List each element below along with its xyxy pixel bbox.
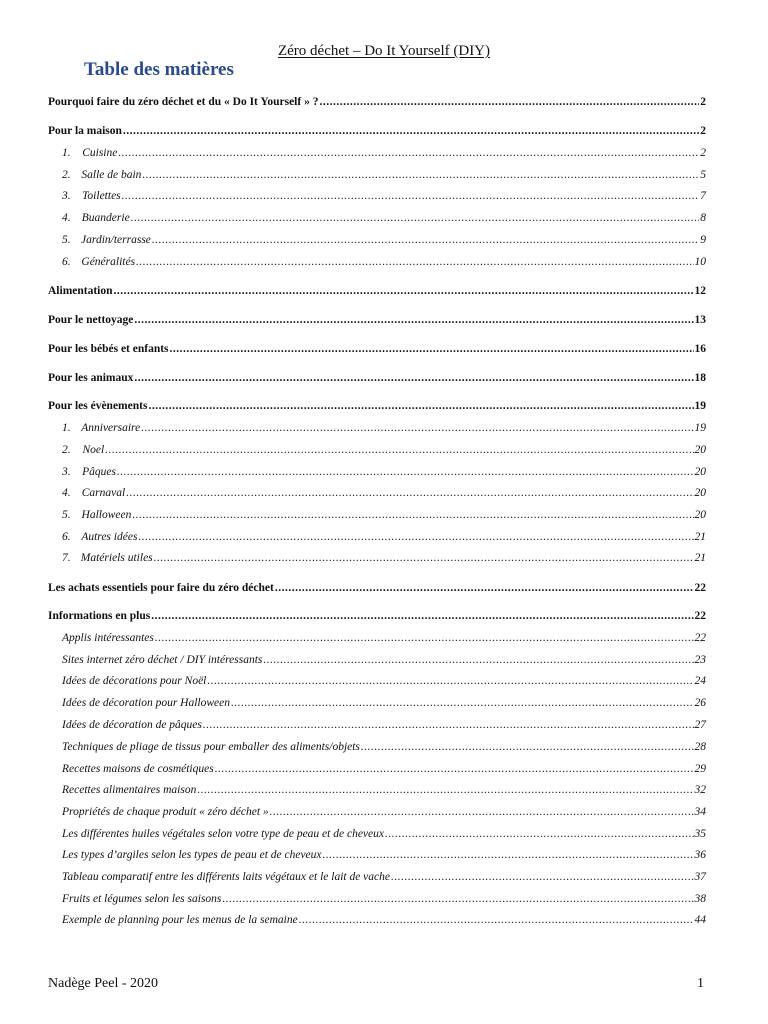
toc-entry[interactable] xyxy=(62,761,706,777)
toc-entry-number: 4. xyxy=(62,212,71,224)
toc-entry-label: Buanderie xyxy=(81,212,130,224)
toc-entry-label: Matériels utiles xyxy=(80,552,153,564)
toc-entry-number: 1. xyxy=(62,422,71,434)
toc-entry-page: 2 xyxy=(700,125,706,137)
toc-dot-leader xyxy=(152,232,699,248)
toc-entry[interactable] xyxy=(48,94,706,110)
toc-entry-number: 7. xyxy=(62,552,71,564)
toc-entry-label: Les types d’argiles selon les types de peau et de cheveux xyxy=(62,849,322,861)
toc-entry[interactable] xyxy=(62,847,706,863)
toc-entry[interactable] xyxy=(62,782,706,798)
toc-entry-label: Pour les bébés et enfants xyxy=(48,343,169,355)
toc-dot-leader xyxy=(141,420,693,436)
toc-dot-leader xyxy=(222,891,693,907)
toc-entry-label: Sites internet zéro déchet / DIY intéressants xyxy=(62,654,263,666)
toc-entry-page: 29 xyxy=(694,763,706,775)
toc-entry-page: 28 xyxy=(694,741,706,753)
toc-dot-leader xyxy=(263,652,693,668)
toc-entry-page: 2 xyxy=(700,96,706,108)
toc-entry-label: Pourquoi faire du zéro déchet et du « Do It Yourself » ? xyxy=(48,96,319,108)
toc-dot-leader xyxy=(215,761,694,777)
document-title: Zéro déchet – Do It Yourself (DIY) xyxy=(277,43,491,59)
toc-entry-page: 5 xyxy=(700,169,706,181)
toc-dot-leader xyxy=(323,847,694,863)
toc-dot-leader xyxy=(154,550,694,566)
toc-entry[interactable] xyxy=(62,673,706,689)
toc-dot-leader xyxy=(197,782,693,798)
toc-entry[interactable] xyxy=(62,188,706,204)
toc-entry-label: Jardin/terrasse xyxy=(81,234,151,246)
toc-entry-page: 44 xyxy=(694,914,706,926)
toc-entry-page: 27 xyxy=(694,719,706,731)
toc-dot-leader xyxy=(134,370,693,386)
toc-dot-leader xyxy=(275,580,694,596)
toc-dot-leader xyxy=(170,341,694,357)
toc-dot-leader xyxy=(132,507,693,523)
toc-entry-number: 2. xyxy=(62,444,71,456)
toc-dot-leader xyxy=(131,210,700,226)
toc-entry[interactable] xyxy=(62,464,706,480)
toc-entry-label: Applis intéressantes xyxy=(62,632,154,644)
toc-entry-page: 20 xyxy=(694,487,706,499)
toc-entry-page: 26 xyxy=(694,697,706,709)
toc-entry-page: 9 xyxy=(700,234,706,246)
toc-entry-label: Anniversaire xyxy=(81,422,141,434)
toc-entry[interactable] xyxy=(48,608,706,624)
toc-entry[interactable] xyxy=(62,826,706,842)
toc-entry-page: 37 xyxy=(694,871,706,883)
toc-entry[interactable] xyxy=(62,891,706,907)
toc-entry-label: Noel xyxy=(82,444,105,456)
toc-entry-label: Les différentes huiles végétales selon votre type de peau et de cheveux xyxy=(62,828,384,840)
toc-dot-leader xyxy=(122,188,700,204)
toc-entry-label: Pour les évènements xyxy=(48,400,148,412)
toc-entry-label: Autres idées xyxy=(81,531,138,543)
toc-dot-leader xyxy=(270,804,694,820)
toc-entry[interactable] xyxy=(62,167,706,183)
toc-entry-label: Idées de décorations pour Noël xyxy=(62,675,207,687)
toc-entry-number: 5. xyxy=(62,234,71,246)
toc-entry-page: 38 xyxy=(694,893,706,905)
toc-entry-number: 6. xyxy=(62,256,71,268)
toc-dot-leader xyxy=(117,464,694,480)
toc-entry-label: Recettes maisons de cosmétiques xyxy=(62,763,214,775)
toc-entry[interactable] xyxy=(48,398,706,414)
toc-entry-page: 13 xyxy=(694,314,706,326)
toc-entry-number: 3. xyxy=(62,466,71,478)
toc-entry-label: Pour le nettoyage xyxy=(48,314,134,326)
toc-entry-page: 22 xyxy=(694,610,706,622)
toc-entry-number: 6. xyxy=(62,531,71,543)
toc-entry-page: 32 xyxy=(694,784,706,796)
toc-dot-leader xyxy=(299,912,694,928)
toc-entry[interactable] xyxy=(48,341,706,357)
toc-entry[interactable] xyxy=(62,550,706,566)
toc-entry-number: 1. xyxy=(62,147,71,159)
toc-entry-label: Fruits et légumes selon les saisons xyxy=(62,893,222,905)
toc-dot-leader xyxy=(148,398,693,414)
toc-entry-page: 21 xyxy=(694,531,706,543)
toc-dot-leader xyxy=(203,717,694,733)
toc-entry-page: 34 xyxy=(694,806,706,818)
toc-dot-leader xyxy=(105,442,693,458)
toc-entry[interactable] xyxy=(62,739,706,755)
toc-dot-leader xyxy=(118,145,699,161)
toc-entry-label: Informations en plus xyxy=(48,610,151,622)
toc-entry-label: Recettes alimentaires maison xyxy=(62,784,197,796)
toc-entry[interactable] xyxy=(62,529,706,545)
toc-entry[interactable] xyxy=(62,912,706,928)
toc-dot-leader xyxy=(136,254,693,270)
toc-entry[interactable] xyxy=(62,630,706,646)
toc-dot-leader xyxy=(385,826,694,842)
toc-entry-page: 21 xyxy=(694,552,706,564)
toc-entry-number: 5. xyxy=(62,509,71,521)
toc-dot-leader xyxy=(151,608,693,624)
toc-entry[interactable] xyxy=(62,507,706,523)
toc-dot-leader xyxy=(123,123,699,139)
toc-entry-label: Idées de décoration pour Halloween xyxy=(62,697,230,709)
toc-entry-page: 36 xyxy=(694,849,706,861)
toc-heading: Table des matières xyxy=(84,59,234,80)
toc-entry-label: Cuisine xyxy=(82,147,118,159)
toc-entry-label: Les achats essentiels pour faire du zéro déchet xyxy=(48,582,274,594)
toc-entry[interactable] xyxy=(62,232,706,248)
toc-entry-page: 8 xyxy=(700,212,706,224)
toc-entry-page: 23 xyxy=(694,654,706,666)
toc-entry[interactable] xyxy=(62,210,706,226)
toc-entry-label: Carnaval xyxy=(81,487,126,499)
toc-entry-label: Halloween xyxy=(81,509,132,521)
toc-entry-page: 2 xyxy=(700,147,706,159)
toc-entry[interactable] xyxy=(62,652,706,668)
toc-entry-label: Exemple de planning pour les menus de la semaine xyxy=(62,914,298,926)
toc-entry-label: Toilettes xyxy=(82,190,121,202)
toc-entry-page: 19 xyxy=(694,422,706,434)
toc-entry-page: 16 xyxy=(694,343,706,355)
toc-dot-leader xyxy=(126,485,693,501)
toc-entry-label: Pâques xyxy=(82,466,116,478)
toc-dot-leader xyxy=(361,739,694,755)
toc-entry-page: 19 xyxy=(694,400,706,412)
toc-dot-leader xyxy=(207,673,693,689)
toc-entry[interactable] xyxy=(48,580,706,596)
toc-entry[interactable] xyxy=(48,312,706,328)
toc-entry-page: 10 xyxy=(694,256,706,268)
toc-entry-page: 7 xyxy=(700,190,706,202)
toc-entry-label: Alimentation xyxy=(48,285,113,297)
toc-entry[interactable] xyxy=(62,804,706,820)
toc-entry[interactable] xyxy=(62,485,706,501)
toc-entry-page: 20 xyxy=(694,509,706,521)
toc-entry-label: Généralités xyxy=(81,256,136,268)
toc-entry-page: 35 xyxy=(694,828,706,840)
toc-entry[interactable] xyxy=(62,145,706,161)
toc-entry-page: 22 xyxy=(694,582,706,594)
toc-entry[interactable] xyxy=(62,420,706,436)
footer-author: Nadège Peel - 2020 xyxy=(48,976,159,991)
toc-entry[interactable] xyxy=(48,123,706,139)
toc-entry[interactable] xyxy=(62,695,706,711)
toc-dot-leader xyxy=(142,167,699,183)
toc-dot-leader xyxy=(391,869,694,885)
toc-dot-leader xyxy=(231,695,694,711)
toc-entry-page: 20 xyxy=(694,444,706,456)
toc-entry[interactable] xyxy=(48,370,706,386)
toc-entry-label: Pour la maison xyxy=(48,125,122,137)
toc-entry[interactable] xyxy=(62,442,706,458)
toc-entry-label: Propriétés de chaque produit « zéro déchet » xyxy=(62,806,269,818)
toc-dot-leader xyxy=(319,94,699,110)
toc-entry-label: Pour les animaux xyxy=(48,372,134,384)
footer-page-number: 1 xyxy=(697,976,704,991)
toc-entry-page: 18 xyxy=(694,372,706,384)
toc-entry-label: Salle de bain xyxy=(81,169,142,181)
toc-dot-leader xyxy=(114,283,694,299)
toc-entry[interactable] xyxy=(62,254,706,270)
toc-entry-label: Techniques de pliage de tissus pour emballer des aliments/objets xyxy=(62,741,360,753)
toc-entry[interactable] xyxy=(62,717,706,733)
toc-entry-number: 2. xyxy=(62,169,71,181)
toc-entry[interactable] xyxy=(62,869,706,885)
toc-entry-label: Tableau comparatif entre les différents laits végétaux et le lait de vache xyxy=(62,871,390,883)
toc-dot-leader xyxy=(138,529,693,545)
toc-entry-page: 12 xyxy=(694,285,706,297)
toc-entry-page: 20 xyxy=(694,466,706,478)
toc-entry[interactable] xyxy=(48,283,706,299)
toc-entry-number: 4. xyxy=(62,487,71,499)
toc-dot-leader xyxy=(134,312,693,328)
toc-entry-page: 24 xyxy=(694,675,706,687)
toc-dot-leader xyxy=(155,630,694,646)
toc-entry-page: 22 xyxy=(694,632,706,644)
toc-entry-number: 3. xyxy=(62,190,71,202)
toc-entry-label: Idées de décoration de pâques xyxy=(62,719,202,731)
